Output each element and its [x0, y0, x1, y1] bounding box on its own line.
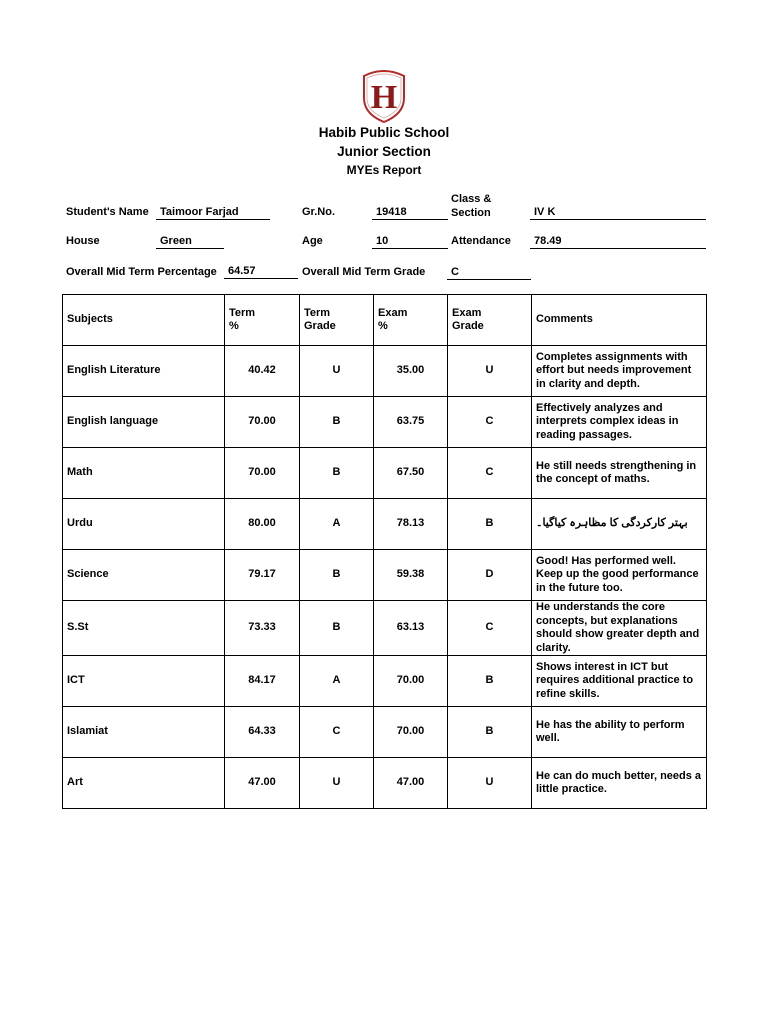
overall-percentage-value: 64.57: [224, 264, 298, 279]
header-exam-grade: [448, 295, 532, 346]
header-term-percent-line1: Term: [229, 306, 256, 319]
header-term-grade-line2: Grade: [304, 320, 336, 332]
class-section-value: IV K: [530, 205, 706, 220]
comment-cell: Shows interest in ICT but requires additional practice to refine skills.: [532, 656, 707, 707]
term-percent-cell: 64.33: [225, 707, 300, 758]
grades-table: [62, 294, 707, 809]
exam-percent-cell: 67.50: [374, 448, 448, 499]
term-percent-cell: 40.42: [225, 346, 300, 397]
comment-cell: He has the ability to perform well.: [532, 707, 707, 758]
class-section-label: [451, 192, 491, 220]
comment-cell: Completes assignments with effort but needs improvement in clarity and depth.: [532, 346, 707, 397]
exam-percent-cell: 59.38: [374, 550, 448, 601]
class-label-line1: Class &: [451, 193, 492, 205]
term-grade-cell: U: [300, 346, 374, 397]
comment-cell: Effectively analyzes and interprets complex ideas in reading passages.: [532, 397, 707, 448]
subject-cell: Art: [63, 758, 225, 809]
header-exam-percent: [374, 295, 448, 346]
header-term-grade: [300, 295, 374, 346]
term-grade-cell: B: [300, 550, 374, 601]
header-comments: Comments: [532, 295, 707, 346]
exam-percent-cell: 78.13: [374, 499, 448, 550]
exam-grade-cell: C: [448, 448, 532, 499]
term-percent-cell: 70.00: [225, 448, 300, 499]
age-value: 10: [372, 234, 448, 249]
table-row: [63, 758, 707, 809]
term-grade-cell: U: [300, 758, 374, 809]
school-section: Junior Section: [337, 144, 431, 159]
table-row: [63, 601, 707, 656]
term-percent-cell: 47.00: [225, 758, 300, 809]
report-title: MYEs Report: [346, 163, 422, 177]
house-value: Green: [156, 234, 224, 249]
exam-grade-cell: D: [448, 550, 532, 601]
overall-percentage-label: Overall Mid Term Percentage: [66, 266, 217, 278]
table-header-row: [63, 295, 707, 346]
student-name-label: Student's Name: [66, 206, 149, 218]
table-row: [63, 448, 707, 499]
exam-grade-cell: U: [448, 758, 532, 809]
logo-letter: H: [370, 79, 398, 116]
table-row: [63, 499, 707, 550]
subject-cell: Islamiat: [63, 707, 225, 758]
term-grade-cell: A: [300, 656, 374, 707]
comment-cell: He understands the core concepts, but explanations should show greater depth and clarity.: [532, 601, 707, 656]
subject-cell: Urdu: [63, 499, 225, 550]
exam-percent-cell: 70.00: [374, 656, 448, 707]
attendance-label: Attendance: [451, 235, 511, 247]
overall-grade-value: C: [447, 265, 531, 280]
header-exam-percent-line2: %: [378, 320, 388, 332]
exam-percent-cell: 63.13: [374, 601, 448, 656]
subject-cell: Science: [63, 550, 225, 601]
exam-percent-cell: 63.75: [374, 397, 448, 448]
table-row: [63, 707, 707, 758]
exam-percent-cell: 70.00: [374, 707, 448, 758]
school-logo: [360, 68, 408, 124]
term-grade-cell: C: [300, 707, 374, 758]
table-row: [63, 656, 707, 707]
header-term-percent-line2: %: [229, 320, 239, 332]
grno-label: Gr.No.: [302, 206, 336, 218]
student-name-value: Taimoor Farjad: [156, 205, 270, 220]
header-exam-percent-line1: Exam: [378, 306, 408, 319]
attendance-value: 78.49: [530, 234, 706, 249]
exam-grade-cell: B: [448, 707, 532, 758]
term-percent-cell: 70.00: [225, 397, 300, 448]
subject-cell: Math: [63, 448, 225, 499]
comment-cell: بہتر کارکردگی کا مظاہرہ کیاگیا۔: [532, 499, 707, 550]
comment-cell: He can do much better, needs a little practice.: [532, 758, 707, 809]
term-percent-cell: 84.17: [225, 656, 300, 707]
exam-percent-cell: 47.00: [374, 758, 448, 809]
table-row: [63, 346, 707, 397]
overall-grade-label: Overall Mid Term Grade: [302, 266, 426, 278]
term-grade-cell: B: [300, 397, 374, 448]
table-row: [63, 550, 707, 601]
age-label: Age: [302, 235, 323, 247]
subject-cell: S.St: [63, 601, 225, 656]
exam-grade-cell: U: [448, 346, 532, 397]
class-label-line2: Section: [451, 207, 491, 219]
term-percent-cell: 80.00: [225, 499, 300, 550]
header-exam-grade-line1: Exam: [452, 306, 482, 319]
comment-cell: He still needs strengthening in the concept of maths.: [532, 448, 707, 499]
exam-grade-cell: C: [448, 397, 532, 448]
term-percent-cell: 79.17: [225, 550, 300, 601]
grno-value: 19418: [372, 205, 448, 220]
exam-percent-cell: 35.00: [374, 346, 448, 397]
term-grade-cell: B: [300, 448, 374, 499]
header-exam-grade-line2: Grade: [452, 320, 484, 332]
school-name: Habib Public School: [318, 125, 450, 140]
header-term-percent: [225, 295, 300, 346]
table-row: [63, 397, 707, 448]
exam-grade-cell: C: [448, 601, 532, 656]
subject-cell: ICT: [63, 656, 225, 707]
subject-cell: English Literature: [63, 346, 225, 397]
term-grade-cell: B: [300, 601, 374, 656]
comment-cell: Good! Has performed well. Keep up the good performance in the future too.: [532, 550, 707, 601]
term-grade-cell: A: [300, 499, 374, 550]
header-subjects: Subjects: [63, 295, 225, 346]
exam-grade-cell: B: [448, 499, 532, 550]
header-term-grade-line1: Term: [304, 306, 331, 319]
subject-cell: English language: [63, 397, 225, 448]
exam-grade-cell: B: [448, 656, 532, 707]
term-percent-cell: 73.33: [225, 601, 300, 656]
house-label: House: [66, 235, 100, 247]
